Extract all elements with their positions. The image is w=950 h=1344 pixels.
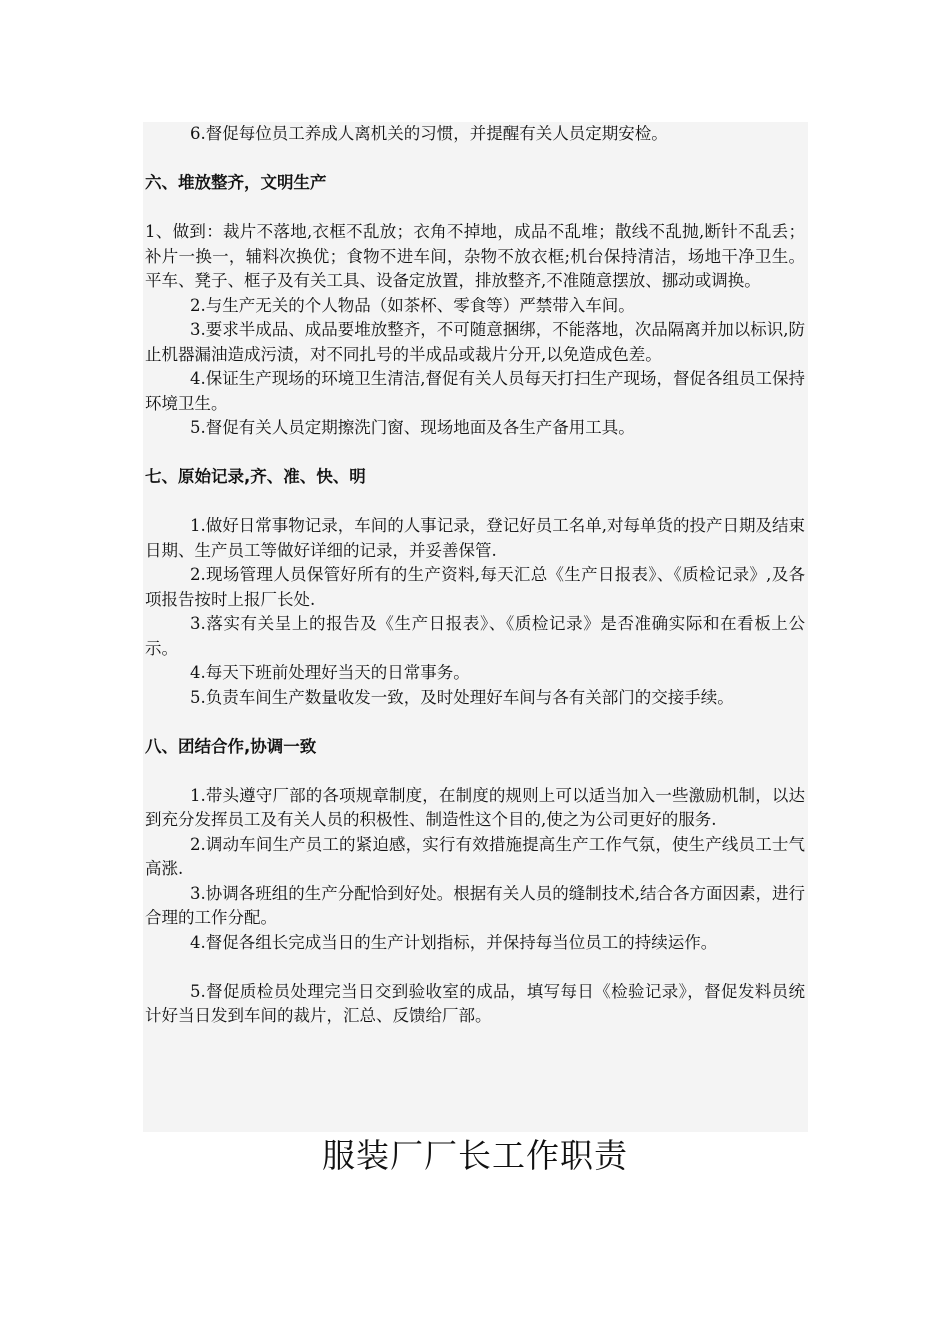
body-paragraph: 4.保证生产现场的环境卫生清洁,督促有关人员每天打扫生产现场，督促各组员工保持环境卫生。 (145, 369, 805, 413)
body-paragraph: 3.要求半成品、成品要堆放整齐，不可随意捆绑，不能落地，次品隔离并加以标识,防止机器漏油造成污渍，对不同扎号的半成品或裁片分开,以免造成色差。 (145, 320, 805, 364)
body-paragraph: 1.带头遵守厂部的各项规章制度，在制度的规则上可以适当加入一些激励机制，以达到充分发挥员工及有关人员的积极性、制造性这个目的,使之为公司更好的服务. (145, 785, 805, 829)
document-body (145, 122, 805, 1029)
body-paragraph: 5.督促质检员处理完当日交到验收室的成品，填写每日《检验记录》，督促发料员统计好当日发到车间的裁片，汇总、反馈给厂部。 (145, 981, 805, 1025)
body-paragraph: 4.每天下班前处理好当天的日常事务。 (190, 663, 470, 682)
body-paragraph: 2.与生产无关的个人物品（如茶杯、零食等）严禁带入车间。 (190, 295, 635, 315)
section-heading: 六、堆放整齐，文明生产 (145, 173, 327, 192)
body-paragraph: 2.调动车间生产员工的紧迫感，实行有效措施提高生产工作气氛，使生产线员工士气高涨. (145, 834, 805, 878)
body-paragraph: 3.落实有关呈上的报告及《生产日报表》、《质检记录》是否准确实际和在看板上公示。 (145, 614, 805, 658)
body-paragraph: 1.做好日常事物记录，车间的人事记录，登记好员工名单,对每单货的投产日期及结束日期、生产员工等做好详细的记录，并妥善保管. (145, 516, 805, 560)
body-paragraph: 5.负责车间生产数量收发一致，及时处理好车间与各有关部门的交接手续。 (190, 687, 734, 707)
paragraph-spacer (145, 710, 805, 735)
paragraph-spacer (145, 490, 805, 515)
body-paragraph: 1、做到：裁片不落地,衣框不乱放；衣角不掉地，成品不乱堆；散线不乱抛,断针不乱丢；补片一换一，辅料次换优；食物不进车间，杂物不放衣框;机台保持清洁，场地干净卫生。平车、凳子、框子及有关工具、设备定放置，排放整齐,不准随意摆放、挪动或调换。 (145, 222, 805, 290)
body-paragraph: 5.督促有关人员定期擦洗门窗、现场地面及各生产备用工具。 (190, 418, 635, 437)
body-paragraph: 6.督促每位员工养成人离机关的习惯，并提醒有关人员定期安检。 (190, 124, 668, 143)
section-heading: 八、团结合作,协调一致 (145, 736, 317, 756)
paragraph-spacer (145, 147, 805, 172)
paragraph-spacer (145, 759, 805, 784)
paragraph-spacer (145, 196, 805, 221)
document-title: 服装厂厂长工作职责 (322, 1136, 628, 1175)
body-paragraph: 4.督促各组长完成当日的生产计划指标，并保持每当位员工的持续运作。 (190, 932, 718, 952)
paragraph-spacer (145, 955, 805, 980)
section-heading: 七、原始记录,齐、准、快、明 (145, 467, 366, 486)
body-paragraph: 2.现场管理人员保管好所有的生产资料,每天汇总《生产日报表》、《质检记录》,及各项报告按时上报厂长处. (145, 565, 805, 609)
paragraph-spacer (145, 441, 805, 466)
body-paragraph: 3.协调各班组的生产分配恰到好处。根据有关人员的缝制技术,结合各方面因素，进行合理的工作分配。 (145, 883, 805, 927)
